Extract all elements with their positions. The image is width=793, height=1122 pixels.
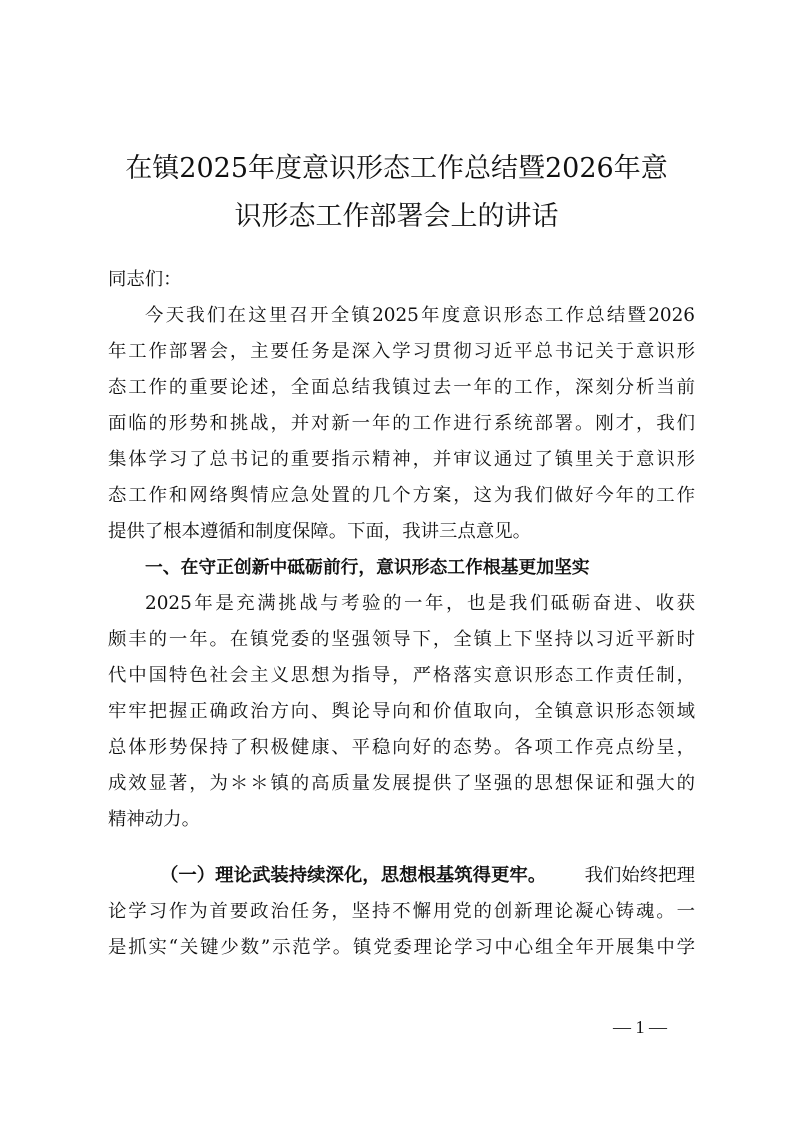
body-line: 颇丰的一年。在镇党委的坚强领导下，全镇上下坚持以习近平新时 — [108, 629, 695, 650]
body-line: 我们始终把理 — [584, 865, 695, 886]
document-title-line-2: 识形态工作部署会上的讲话 — [234, 201, 559, 232]
body-line: 总体形势保持了积极健康、平稳向好的态势。各项工作亮点纷呈， — [108, 737, 695, 758]
body-line: 成效显著，为＊＊镇的高质量发展提供了坚强的思想保证和强大的 — [108, 773, 695, 794]
page-number: — 1 — — [613, 1017, 667, 1037]
body-line: 精神动力。 — [108, 809, 200, 830]
body-line: 态工作的重要论述，全面总结我镇过去一年的工作，深刻分析当前 — [108, 377, 695, 398]
subsection-heading-text: （一）理论武装持续深化，思想根基筑得更牢。 — [160, 865, 547, 886]
document-title-line-1: 在镇2025年度意识形态工作总结暨2026年意 — [125, 153, 668, 184]
body-line: 态工作和网络舆情应急处置的几个方案，这为我们做好今年的工作 — [108, 485, 695, 506]
body-line: 面临的形势和挑战，并对新一年的工作进行系统部署。刚才，我们 — [108, 413, 695, 434]
body-line: 牢牢把握正确政治方向、舆论导向和价值取向，全镇意识形态领域 — [108, 701, 695, 722]
body-line: 年工作部署会，主要任务是深入学习贯彻习近平总书记关于意识形 — [108, 341, 695, 362]
body-line: 今天我们在这里召开全镇2025年度意识形态工作总结暨2026 — [145, 305, 695, 326]
body-line: 是抓实“关键少数”示范学。镇党委理论学习中心组全年开展集中学 — [108, 937, 695, 958]
salutation: 同志们： — [108, 269, 182, 290]
body-line: 提供了根本遵循和制度保障。下面，我讲三点意见。 — [108, 521, 531, 542]
subsection-heading-1 — [160, 858, 580, 894]
body-line: 论学习作为首要政治任务，坚持不懈用党的创新理论凝心铸魂。一 — [108, 901, 695, 922]
section-heading-1: 一、在守正创新中砥砺前行，意识形态工作根基更加坚实 — [145, 557, 590, 578]
body-line: 代中国特色社会主义思想为指导，严格落实意识形态工作责任制， — [108, 665, 695, 686]
body-line: 2025年是充满挑战与考验的一年，也是我们砥砺奋进、收获 — [145, 593, 695, 614]
body-line: 集体学习了总书记的重要指示精神，并审议通过了镇里关于意识形 — [108, 449, 695, 470]
